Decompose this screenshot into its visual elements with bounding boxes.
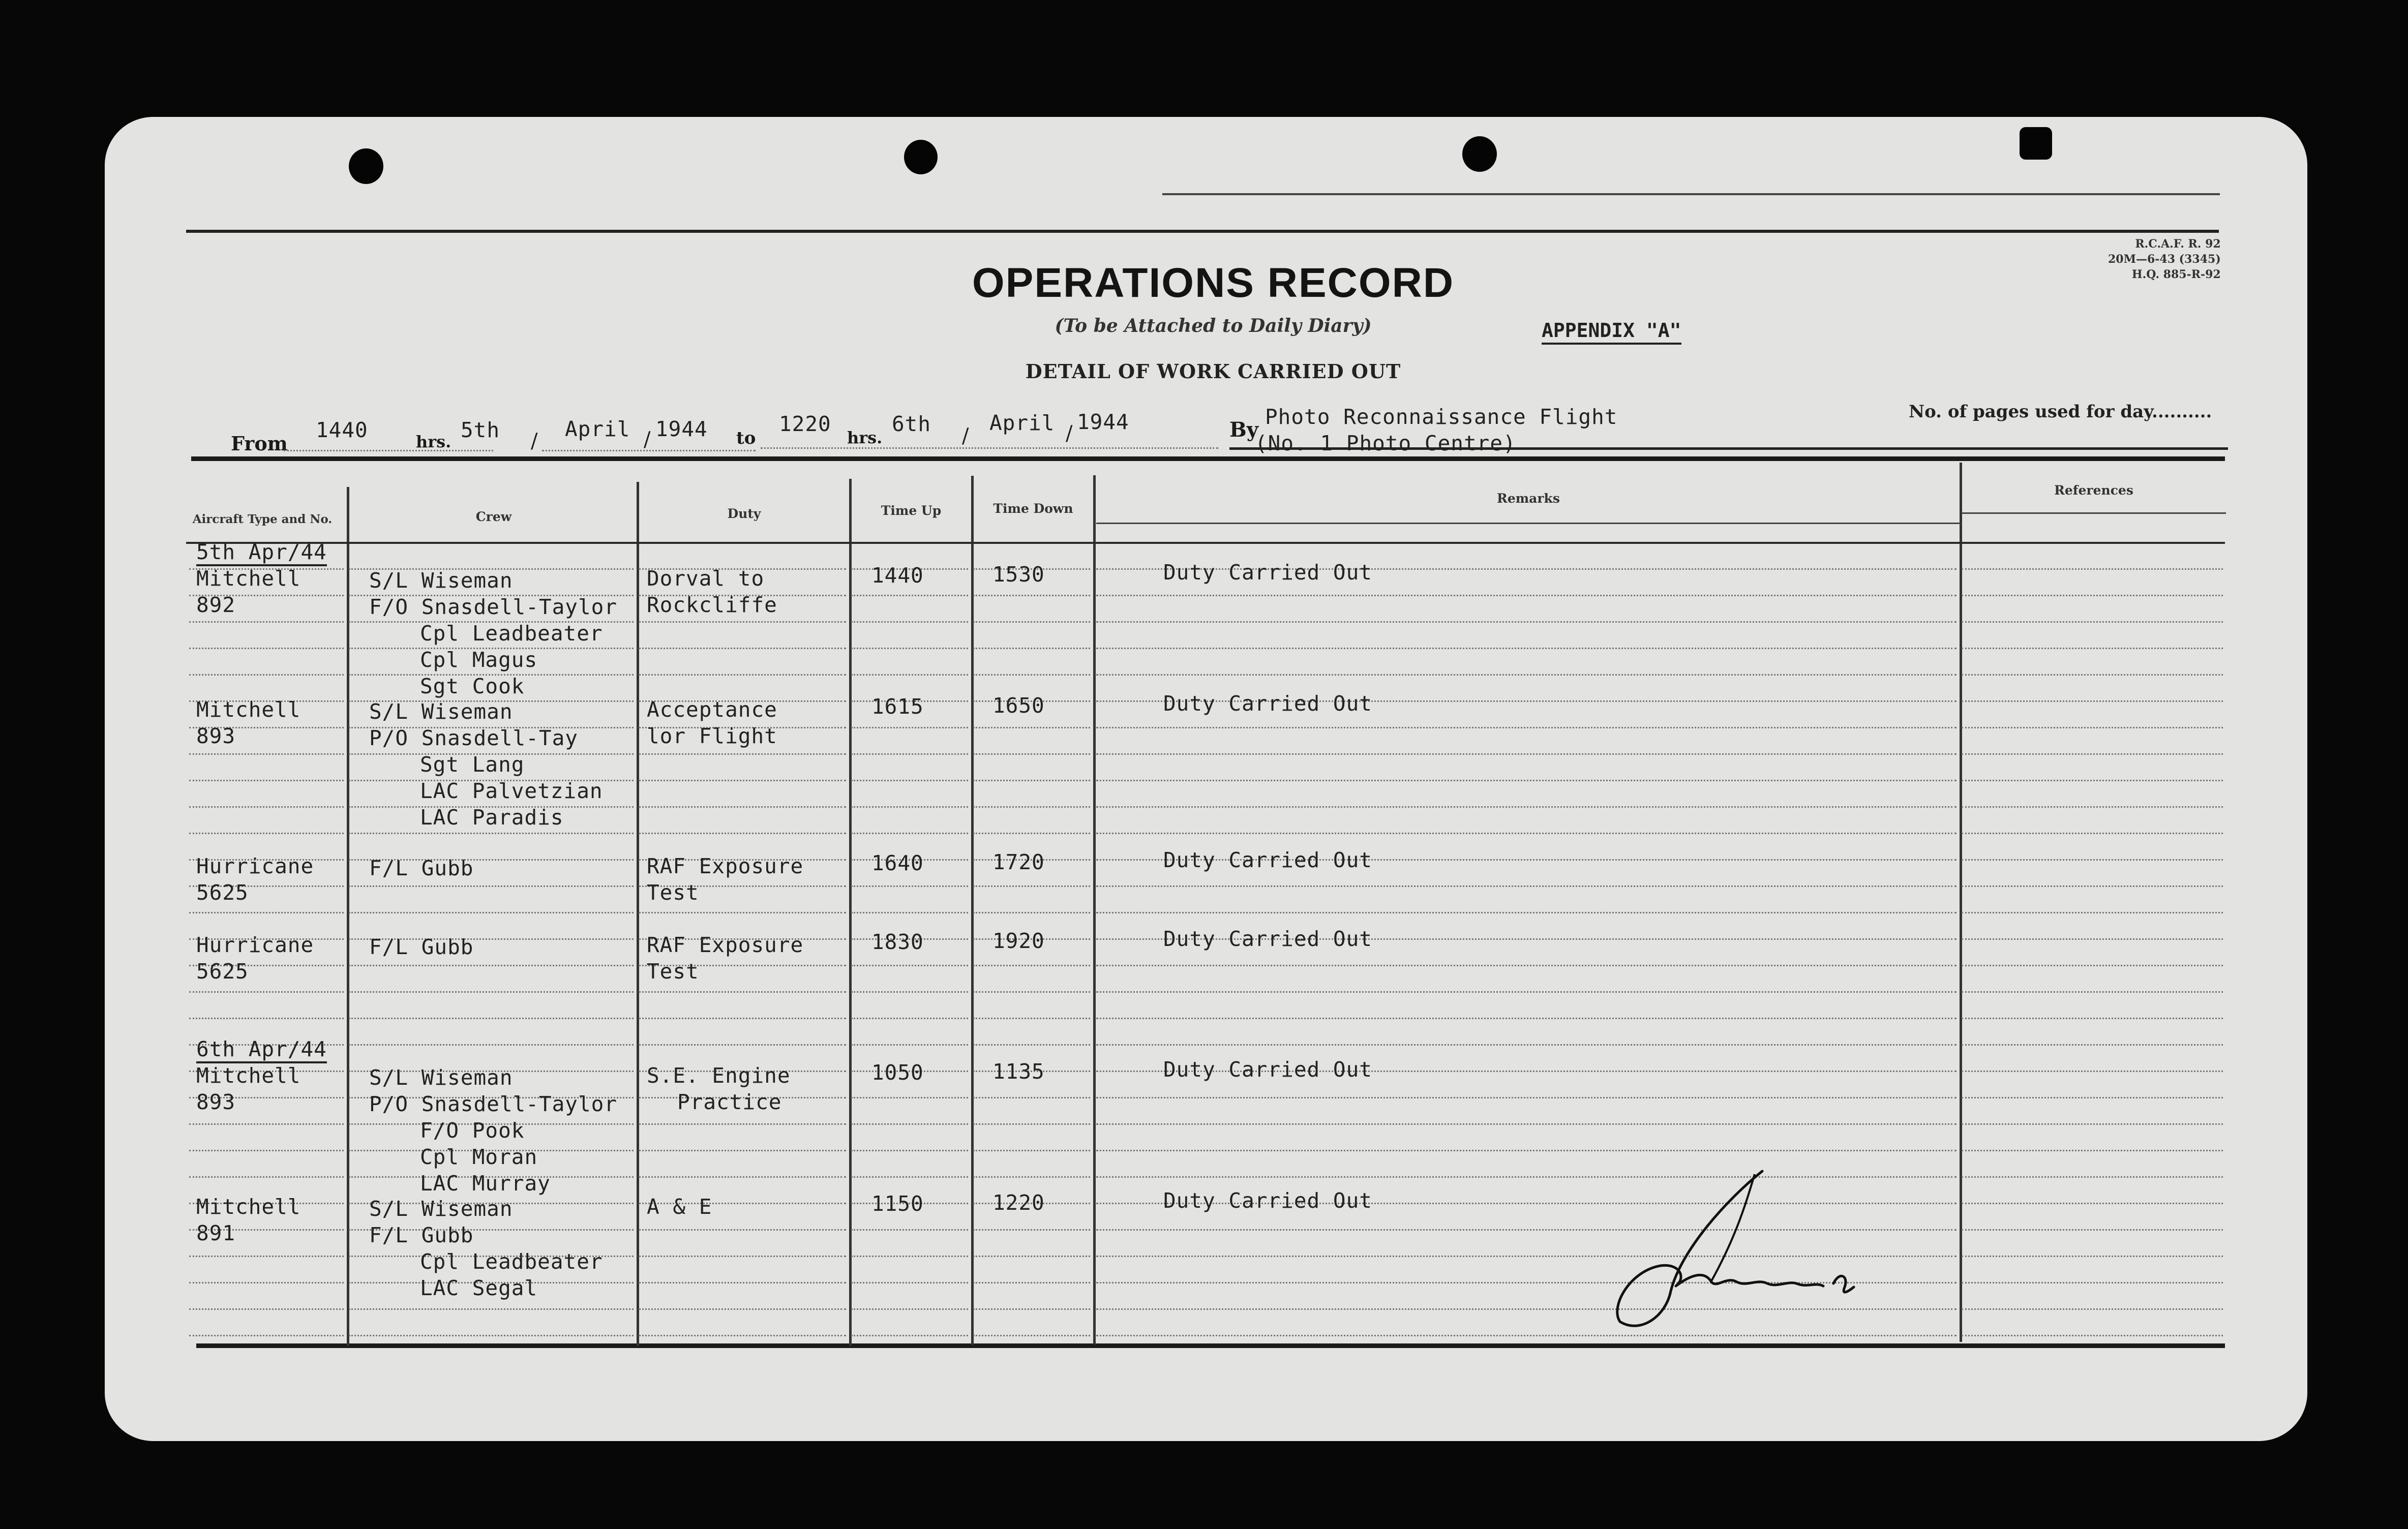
crew-member: Sgt Lang (420, 752, 525, 777)
remarks-text: Duty Carried Out (1163, 560, 1372, 585)
time-down: 1220 (992, 1190, 1045, 1215)
unit-name: Photo Reconnaissance Flight (1265, 405, 1618, 429)
duty-text: Dorval to (647, 566, 765, 591)
appendix-label: APPENDIX "A" (1542, 319, 1681, 345)
section-heading: DETAIL OF WORK CARRIED OUT (1025, 360, 1401, 383)
time-down: 1530 (992, 562, 1045, 587)
crew-member: F/O Pook (420, 1118, 525, 1143)
crew-member: F/L Gubb (369, 935, 474, 959)
time-up: 1830 (871, 930, 924, 954)
column-header-duty: Duty (727, 506, 761, 521)
signature (1610, 1169, 1894, 1342)
from-label: From (231, 432, 288, 455)
to-label: to (736, 428, 756, 448)
duty-text: RAF Exposure (647, 854, 804, 878)
time-up: 1150 (871, 1191, 924, 1216)
form-number-line: 20M—6-43 (3345) (2108, 253, 2221, 266)
remarks-text: Duty Carried Out (1163, 1188, 1372, 1213)
time-down: 1135 (992, 1059, 1045, 1084)
from-time: 1440 (316, 418, 368, 442)
column-header-time-up: Time Up (881, 503, 942, 518)
aircraft-type: 893 (196, 1090, 236, 1114)
duty-text: Test (647, 880, 699, 905)
aircraft-type: Mitchell (196, 1063, 301, 1088)
duty-text: lor Flight (647, 724, 777, 748)
time-down: 1920 (992, 929, 1045, 953)
column-header-crew: Crew (475, 509, 512, 524)
remarks-text: Duty Carried Out (1163, 1057, 1372, 1082)
to-year: 1944 (1077, 410, 1129, 434)
subtitle: (To be Attached to Daily Diary) (1055, 315, 1372, 337)
punch-hole (349, 148, 383, 184)
unit-subname: (No. 1 Photo Centre) (1255, 431, 1516, 455)
aircraft-type: Hurricane (196, 854, 314, 878)
crew-member: P/O Snasdell-Taylor (369, 1092, 617, 1116)
to-day: 6th (892, 412, 931, 436)
duty-text: A & E (647, 1195, 712, 1219)
column-header-references: References (2054, 483, 2133, 498)
duty-text: RAF Exposure (647, 933, 804, 957)
entry-date: 6th Apr/44 (196, 1037, 327, 1063)
aircraft-type: 892 (196, 593, 236, 617)
aircraft-type: 893 (196, 724, 236, 748)
aircraft-type: Mitchell (196, 566, 301, 591)
crew-member: LAC Murray (420, 1171, 551, 1196)
time-down: 1720 (992, 850, 1045, 874)
crew-member: F/L Gubb (369, 1223, 474, 1247)
punch-hole (904, 140, 938, 174)
crew-member: Cpl Magus (420, 648, 538, 672)
crew-member: LAC Palvetzian (420, 779, 603, 803)
crew-member: S/L Wiseman (369, 1065, 513, 1090)
hrs-label: hrs. (416, 432, 452, 451)
aircraft-type: 5625 (196, 880, 249, 905)
crew-member: S/L Wiseman (369, 1197, 513, 1221)
crew-member: S/L Wiseman (369, 568, 513, 593)
duty-text: Test (647, 959, 699, 984)
page-title: OPERATIONS RECORD (972, 260, 1455, 306)
hrs-label-2: hrs. (847, 428, 883, 447)
duty-text: S.E. Engine (647, 1063, 791, 1088)
time-up: 1050 (871, 1060, 924, 1085)
to-month: April (989, 411, 1055, 435)
operations-record-form: R.C.A.F. R. 92 20M—6-43 (3345) H.Q. 885-R-92 OPERATIONS RECORD (To be Attached to Daily Diary) APPENDIX "A" DETAIL OF WORK CARRIED OUT From 1440 hrs. 5th / April / 1944 to 1220 hrs. 6th / April / 1944 By Photo Reconnaissance Flight (No. 1 Photo Centre) No. of pages used for day.......... Aircraft Type and No. Crew Duty Time Up Time Down Remarks References 5th Apr/44 Mitchell 892 S/L Wiseman F/O Snasdell-Taylor Cpl Leadbeater Cpl Magus Sgt Cook Dorval to Rockcliffe 1440 1530 Duty Carried Out Mitchell 893 S/L Wiseman P/O Snasdell-Tay Sgt Lang LAC Palvetzian LAC Paradis Acceptance lor Flight 1615 1650 Duty Carried Out Hurricane 5625 F/L Gubb RAF Exposure Test 1640 1720 Duty Carried Out Hurricane 5625 F/L Gubb RAF Exposure Test 1830 1920 Duty Carried Out 6th Apr/44 Mitchell 893 S/L Wiseman P/O Snasdell-Taylor F/O Pook Cpl Moran LAC Murray S.E. Engine Practice 1050 1135 Duty Carried Out Mitchell 891 S/L Wiseman F/L Gubb Cpl Leadbeater LAC Segal A & E 1150 1220 Duty Carried Out (105, 117, 2307, 1441)
form-number (2108, 236, 2221, 282)
aircraft-type: 891 (196, 1221, 236, 1245)
aircraft-type: Mitchell (196, 1195, 301, 1219)
aircraft-type: Hurricane (196, 933, 314, 957)
time-up: 1615 (871, 694, 924, 719)
aircraft-type: 5625 (196, 959, 249, 984)
remarks-text: Duty Carried Out (1163, 691, 1372, 716)
by-label: By (1229, 418, 1259, 442)
from-year: 1944 (655, 417, 708, 441)
punch-hole (2020, 127, 2052, 160)
time-down: 1650 (992, 693, 1045, 718)
crew-member: Cpl Leadbeater (420, 1249, 603, 1274)
form-number-line: R.C.A.F. R. 92 (2135, 237, 2221, 251)
entry-date: 5th Apr/44 (196, 540, 327, 566)
crew-member: LAC Paradis (420, 805, 564, 830)
crew-member: F/L Gubb (369, 856, 474, 880)
from-day: 5th (461, 418, 500, 442)
crew-member: LAC Segal (420, 1276, 538, 1300)
aircraft-type: Mitchell (196, 697, 301, 722)
punch-hole (1462, 136, 1497, 172)
duty-text: Acceptance (647, 697, 777, 722)
pages-used-label: No. of pages used for day.......... (1909, 402, 2212, 422)
form-number-line: H.Q. 885-R-92 (2131, 268, 2221, 281)
column-header-time-down: Time Down (993, 501, 1073, 516)
duty-text: Rockcliffe (647, 593, 777, 617)
remarks-text: Duty Carried Out (1163, 848, 1372, 872)
crew-member: F/O Snasdell-Taylor (369, 595, 617, 619)
from-month: April (565, 417, 630, 441)
time-up: 1440 (871, 563, 924, 588)
time-up: 1640 (871, 851, 924, 875)
column-header-aircraft: Aircraft Type and No. (192, 512, 333, 526)
remarks-text: Duty Carried Out (1163, 927, 1372, 951)
to-time: 1220 (779, 412, 831, 436)
crew-member: Cpl Moran (420, 1145, 538, 1169)
duty-text: Practice (677, 1090, 782, 1114)
crew-member: P/O Snasdell-Tay (369, 726, 578, 750)
crew-member: S/L Wiseman (369, 699, 513, 724)
column-header-remarks: Remarks (1497, 491, 1560, 506)
crew-member: Sgt Cook (420, 674, 525, 698)
crew-member: Cpl Leadbeater (420, 621, 603, 646)
